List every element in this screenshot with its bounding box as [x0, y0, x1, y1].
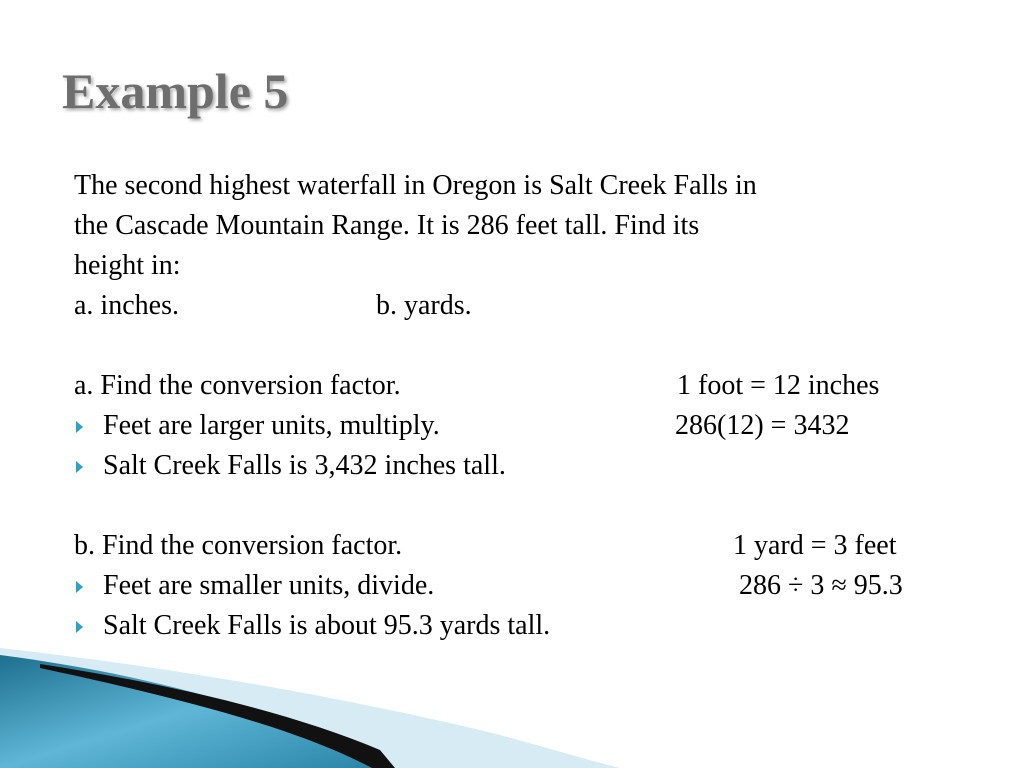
part-a-bullet-1-text: Feet are larger units, multiply.: [103, 410, 440, 441]
part-b-bullet-2-text: Salt Creek Falls is about 95.3 yards tall.: [103, 610, 551, 641]
part-b-bullet-1-text: Feet are smaller units, divide.: [103, 570, 435, 601]
part-b-factor: 1 yard = 3 feet: [733, 530, 897, 561]
option-b: b. yards.: [376, 290, 472, 321]
problem-line-2: the Cascade Mountain Range. It is 286 feet tall. Find its: [74, 210, 700, 241]
part-a-heading: a. Find the conversion factor.: [74, 370, 401, 401]
part-a-factor: 1 foot = 12 inches: [677, 370, 880, 401]
option-a: a. inches.: [74, 290, 179, 321]
part-a-bullet-2-text: Salt Creek Falls is 3,432 inches tall.: [103, 450, 506, 481]
slide-title: Example 5: [62, 63, 289, 119]
problem-line-1: The second highest waterfall in Oregon is Salt Creek Falls in: [74, 170, 757, 201]
part-a-calc: 286(12) = 3432: [675, 410, 850, 441]
part-b-calc: 286 ÷ 3 ≈ 95.3: [739, 570, 903, 601]
problem-line-3: height in:: [74, 250, 181, 281]
part-b-heading: b. Find the conversion factor.: [74, 530, 403, 561]
